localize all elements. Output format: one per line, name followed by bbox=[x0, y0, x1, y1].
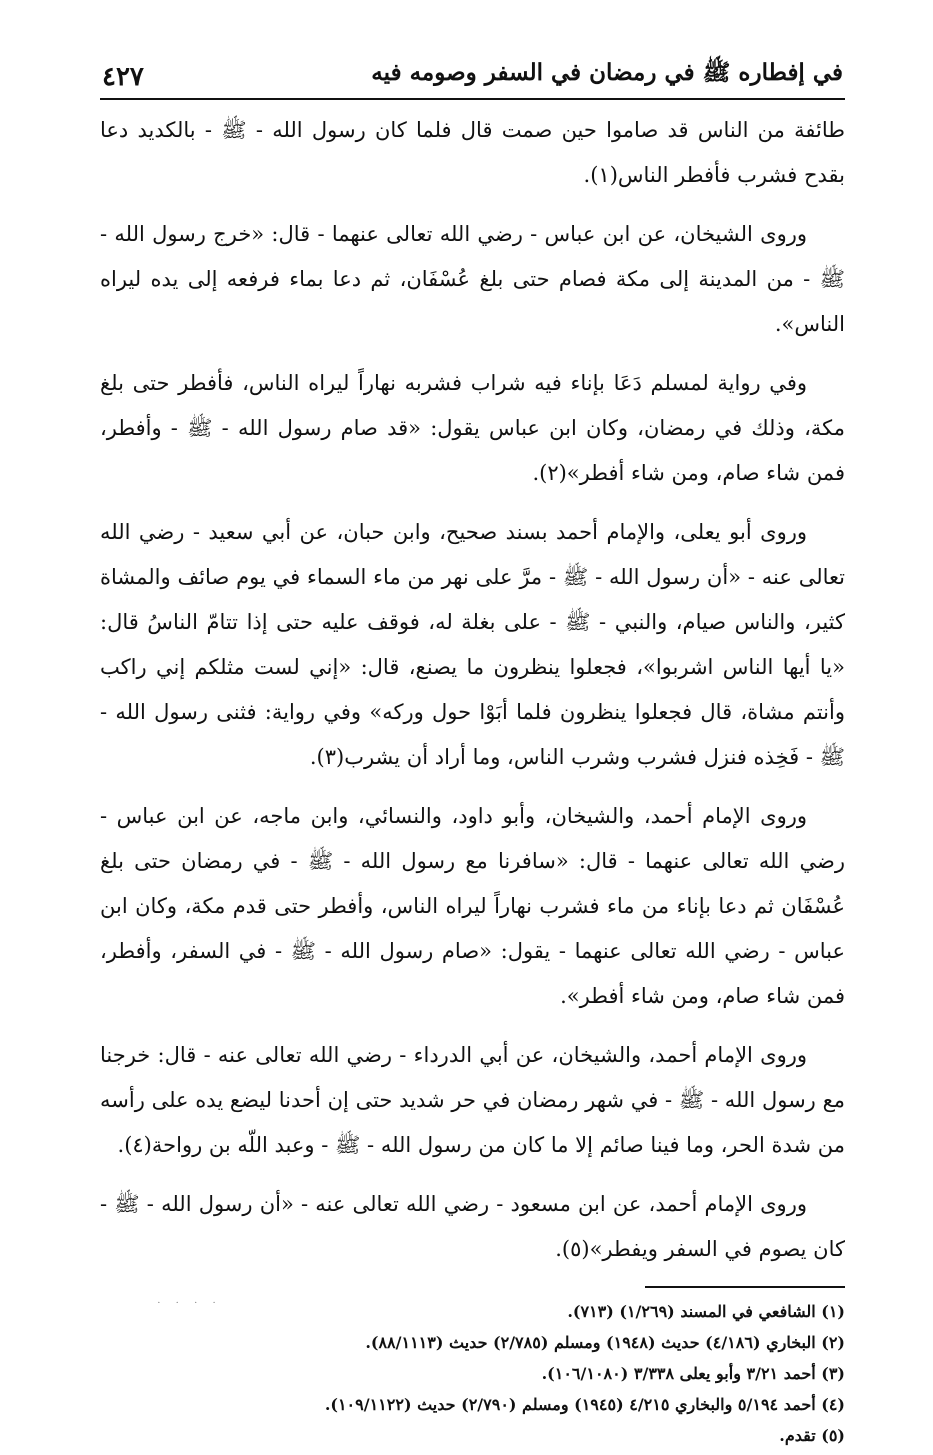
footnote: (٥) تقدم. bbox=[779, 1426, 845, 1445]
main-text bbox=[100, 108, 845, 1272]
paragraph: وروى الشيخان، عن ابن عباس - رضي الله تعالى عنهما - قال: «خرج رسول الله - ﷺ - من المدينة إلى مكة فصام حتى بلغ عُسْفَان، ثم دعا بماء فرفعه إلى يده ليراه الناس». bbox=[100, 222, 845, 336]
footnote: (٤) أحمد ٥/١٩٤ والبخاري ٤/٢١٥ (١٩٤٥) ومسلم (٢/٧٩٠) حديث (١٠٩/١١٢٢). bbox=[324, 1395, 845, 1414]
scan-speckles: · · · · bbox=[157, 1297, 222, 1309]
paragraph: وروى الإمام أحمد، عن ابن مسعود - رضي الله تعالى عنه - «أن رسول الله - ﷺ - كان يصوم في السفر ويفطر»(٥). bbox=[100, 1192, 845, 1261]
footnote-separator bbox=[645, 1286, 845, 1288]
running-header bbox=[100, 40, 845, 100]
paragraph: وفي رواية لمسلم دَعَا بإناء فيه شراب فشربه نهاراً ليراه الناس، فأفطر حتى بلغ مكة، وذلك في رمضان، وكان ابن عباس يقول: «قد صام رسول الله - ﷺ - وأفطر، فمن شاء صام، ومن شاء أفطر»(٢). bbox=[100, 371, 845, 485]
footnote: (٣) أحمد ٣/٢١ وأبو يعلى ٣/٣٣٨ (١٠٦/١٠٨٠). bbox=[541, 1364, 845, 1383]
footnote: (١) الشافعي في المسند (١/٢٦٩) (٧١٣). bbox=[567, 1302, 845, 1321]
footnotes bbox=[100, 1300, 845, 1448]
paragraph-continuation: طائفة من الناس قد صاموا حين صمت قال فلما كان رسول الله - ﷺ - بالكديد دعا بقدح فشرب فأفطر الناس(١). bbox=[100, 118, 845, 187]
page bbox=[100, 40, 845, 1455]
paragraph: وروى الإمام أحمد، والشيخان، وأبو داود، والنسائي، وابن ماجه، عن ابن عباس - رضي الله تعالى عنهما - قال: «سافرنا مع رسول الله - ﷺ - في رمضان حتى بلغ عُسْفَان ثم دعا بإناء من ماء فشرب نهاراً ليراه الناس، وأفطر حتى قدم مكة، وكان ابن عباس - رضي الله تعالى عنهما - يقول: «صام رسول الله - ﷺ - في السفر، وأفطر، فمن شاء صام، ومن شاء أفطر». bbox=[100, 804, 845, 1008]
page-number: ٤٢٧ bbox=[102, 62, 144, 92]
footnote: (٢) البخاري (٤/١٨٦) حديث (١٩٤٨) ومسلم (٢/٧٨٥) حديث (٨٨/١١١٣). bbox=[365, 1333, 845, 1352]
header-title: في إفطاره ﷺ في رمضان في السفر وصومه فيه bbox=[371, 59, 843, 86]
paragraph: وروى أبو يعلى، والإمام أحمد بسند صحيح، وابن حبان، عن أبي سعيد - رضي الله تعالى عنه - «أن رسول الله - ﷺ - مرَّ على نهر من ماء السماء في يوم صائف والمشاة كثير، والناس صيام، والنبي - ﷺ - على بغلة له، فوقف عليه حتى إذا تتامّ الناسُ قال: «يا أيها الناس اشربوا»، فجعلوا ينظرون ما يصنع، قال: «إني لست مثلكم إني راكب وأنتم مشاة، قال فجعلوا ينظرون فلما أبَوْا حول وركه» وفي رواية: فثنى رسول الله - ﷺ - فَخِذه فنزل فشرب وشرب الناس، وما أراد أن يشرب(٣). bbox=[100, 520, 845, 769]
paragraph: وروى الإمام أحمد، والشيخان، عن أبي الدرداء - رضي الله تعالى عنه - قال: خرجنا مع رسول الله - ﷺ - في شهر رمضان في حر شديد حتى إن أحدنا ليضع يده على رأسه من شدة الحر، وما فينا صائم إلا ما كان من رسول الله - ﷺ - وعبد اللّه بن رواحة(٤). bbox=[100, 1043, 845, 1157]
